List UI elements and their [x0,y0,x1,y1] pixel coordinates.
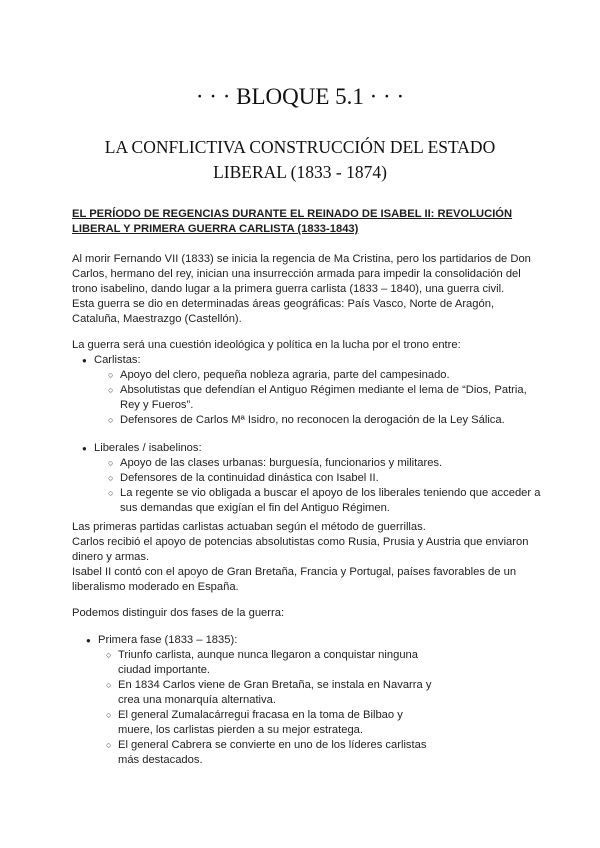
intro-paragraph-2: Esta guerra se dio en determinadas áreas geográficas: País Vasco, Norte de Aragón, Cataluña, Maestrazgo (Castellón). [72,298,495,325]
phases-block [72,606,542,768]
war-paragraph-2: Carlos recibió el apoyo de potencias absolutistas como Rusia, Prusia y Austria que enviaron dinero y armas. [72,536,529,563]
section-heading: EL PERÍODO DE REGENCIAS DURANTE EL REINADO DE ISABEL II: REVOLUCIÓN LIBERAL Y PRIMERA GUERRA CARLISTA (1833-1843) [72,208,513,235]
list-item: ○ Triunfo carlista, aunque nunca llegaron a conquistar ninguna ciudad importante. [104,648,439,678]
list-item: ○ El general Zumalacárregui fracasa en la toma de Bilbao y muere, los carlistas pierden a su mejor estratega. [104,708,439,738]
intro-block [72,252,542,327]
list-item: ○ Defensores de la continuidad dinástica con Isabel II. [106,471,542,486]
liberales-label: Liberales / isabelinos: [94,442,202,454]
list-item: ○ En 1834 Carlos viene de Gran Bretaña, se instala en Navarra y crea una monarquía alternativa. [104,678,439,708]
war-paragraph-3: Isabel II contó con el apoyo de Gran Bretaña, Francia y Portugal, países favorables de un liberalismo moderado en España. [72,566,517,593]
list-item: ○ Absolutistas que defendían el Antiguo Régimen mediante el lema de “Dios, Patria, Rey y Fueros”. [106,383,542,413]
ideological-lead: La guerra será una cuestión ideológica y política en la lucha por el trono entre: [72,339,461,351]
intro-paragraph-1: Al morir Fernando VII (1833) se inicia la regencia de Ma Cristina, pero los partidarios de Don Carlos, hermano del rey, inician una insurrección armada para impedir la consolidación del trono isabelino, dando lugar a la primera guerra carlista (1833 – 1840), una guerra civil. [72,253,531,295]
carlistas-sublist [106,368,542,428]
war-block [72,520,542,595]
phases-list [84,633,542,768]
war-paragraph-1: Las primeras partidas carlistas actuaban según el método de guerrillas. [72,521,426,533]
list-item: ○ El general Cabrera se convierte en uno de los líderes carlistas más destacados. [104,738,439,768]
list-item-liberales [80,441,542,516]
list-item-first-phase [84,633,542,768]
list-item-carlistas [80,353,542,428]
liberales-sublist [106,456,542,516]
list-item: ○ Apoyo de las clases urbanas: burguesía, funcionarios y militares. [106,456,542,471]
list-item: ○ La regente se vio obligada a buscar el apoyo de los liberales teniendo que acceder a sus demandas que exigían el fin del Antiguo Régimen. [106,486,542,516]
first-phase-sublist [104,648,439,768]
first-phase-label: Primera fase (1833 – 1835): [98,634,238,646]
ideological-block [72,338,542,516]
phases-lead: Podemos distinguir dos fases de la guerra: [72,607,285,619]
list-item: ○ Apoyo del clero, pequeña nobleza agraria, parte del campesinado. [106,368,542,383]
carlistas-label: Carlistas: [94,354,141,366]
factions-list [80,353,542,516]
page-subtitle: LA CONFLICTIVA CONSTRUCCIÓN DEL ESTADO LIBERAL (1833 - 1874) [104,137,496,182]
page-title: · · · BLOQUE 5.1 · · · [195,84,405,109]
list-item: ○ Defensores de Carlos Mª Isidro, no reconocen la derogación de la Ley Sálica. [106,413,542,428]
